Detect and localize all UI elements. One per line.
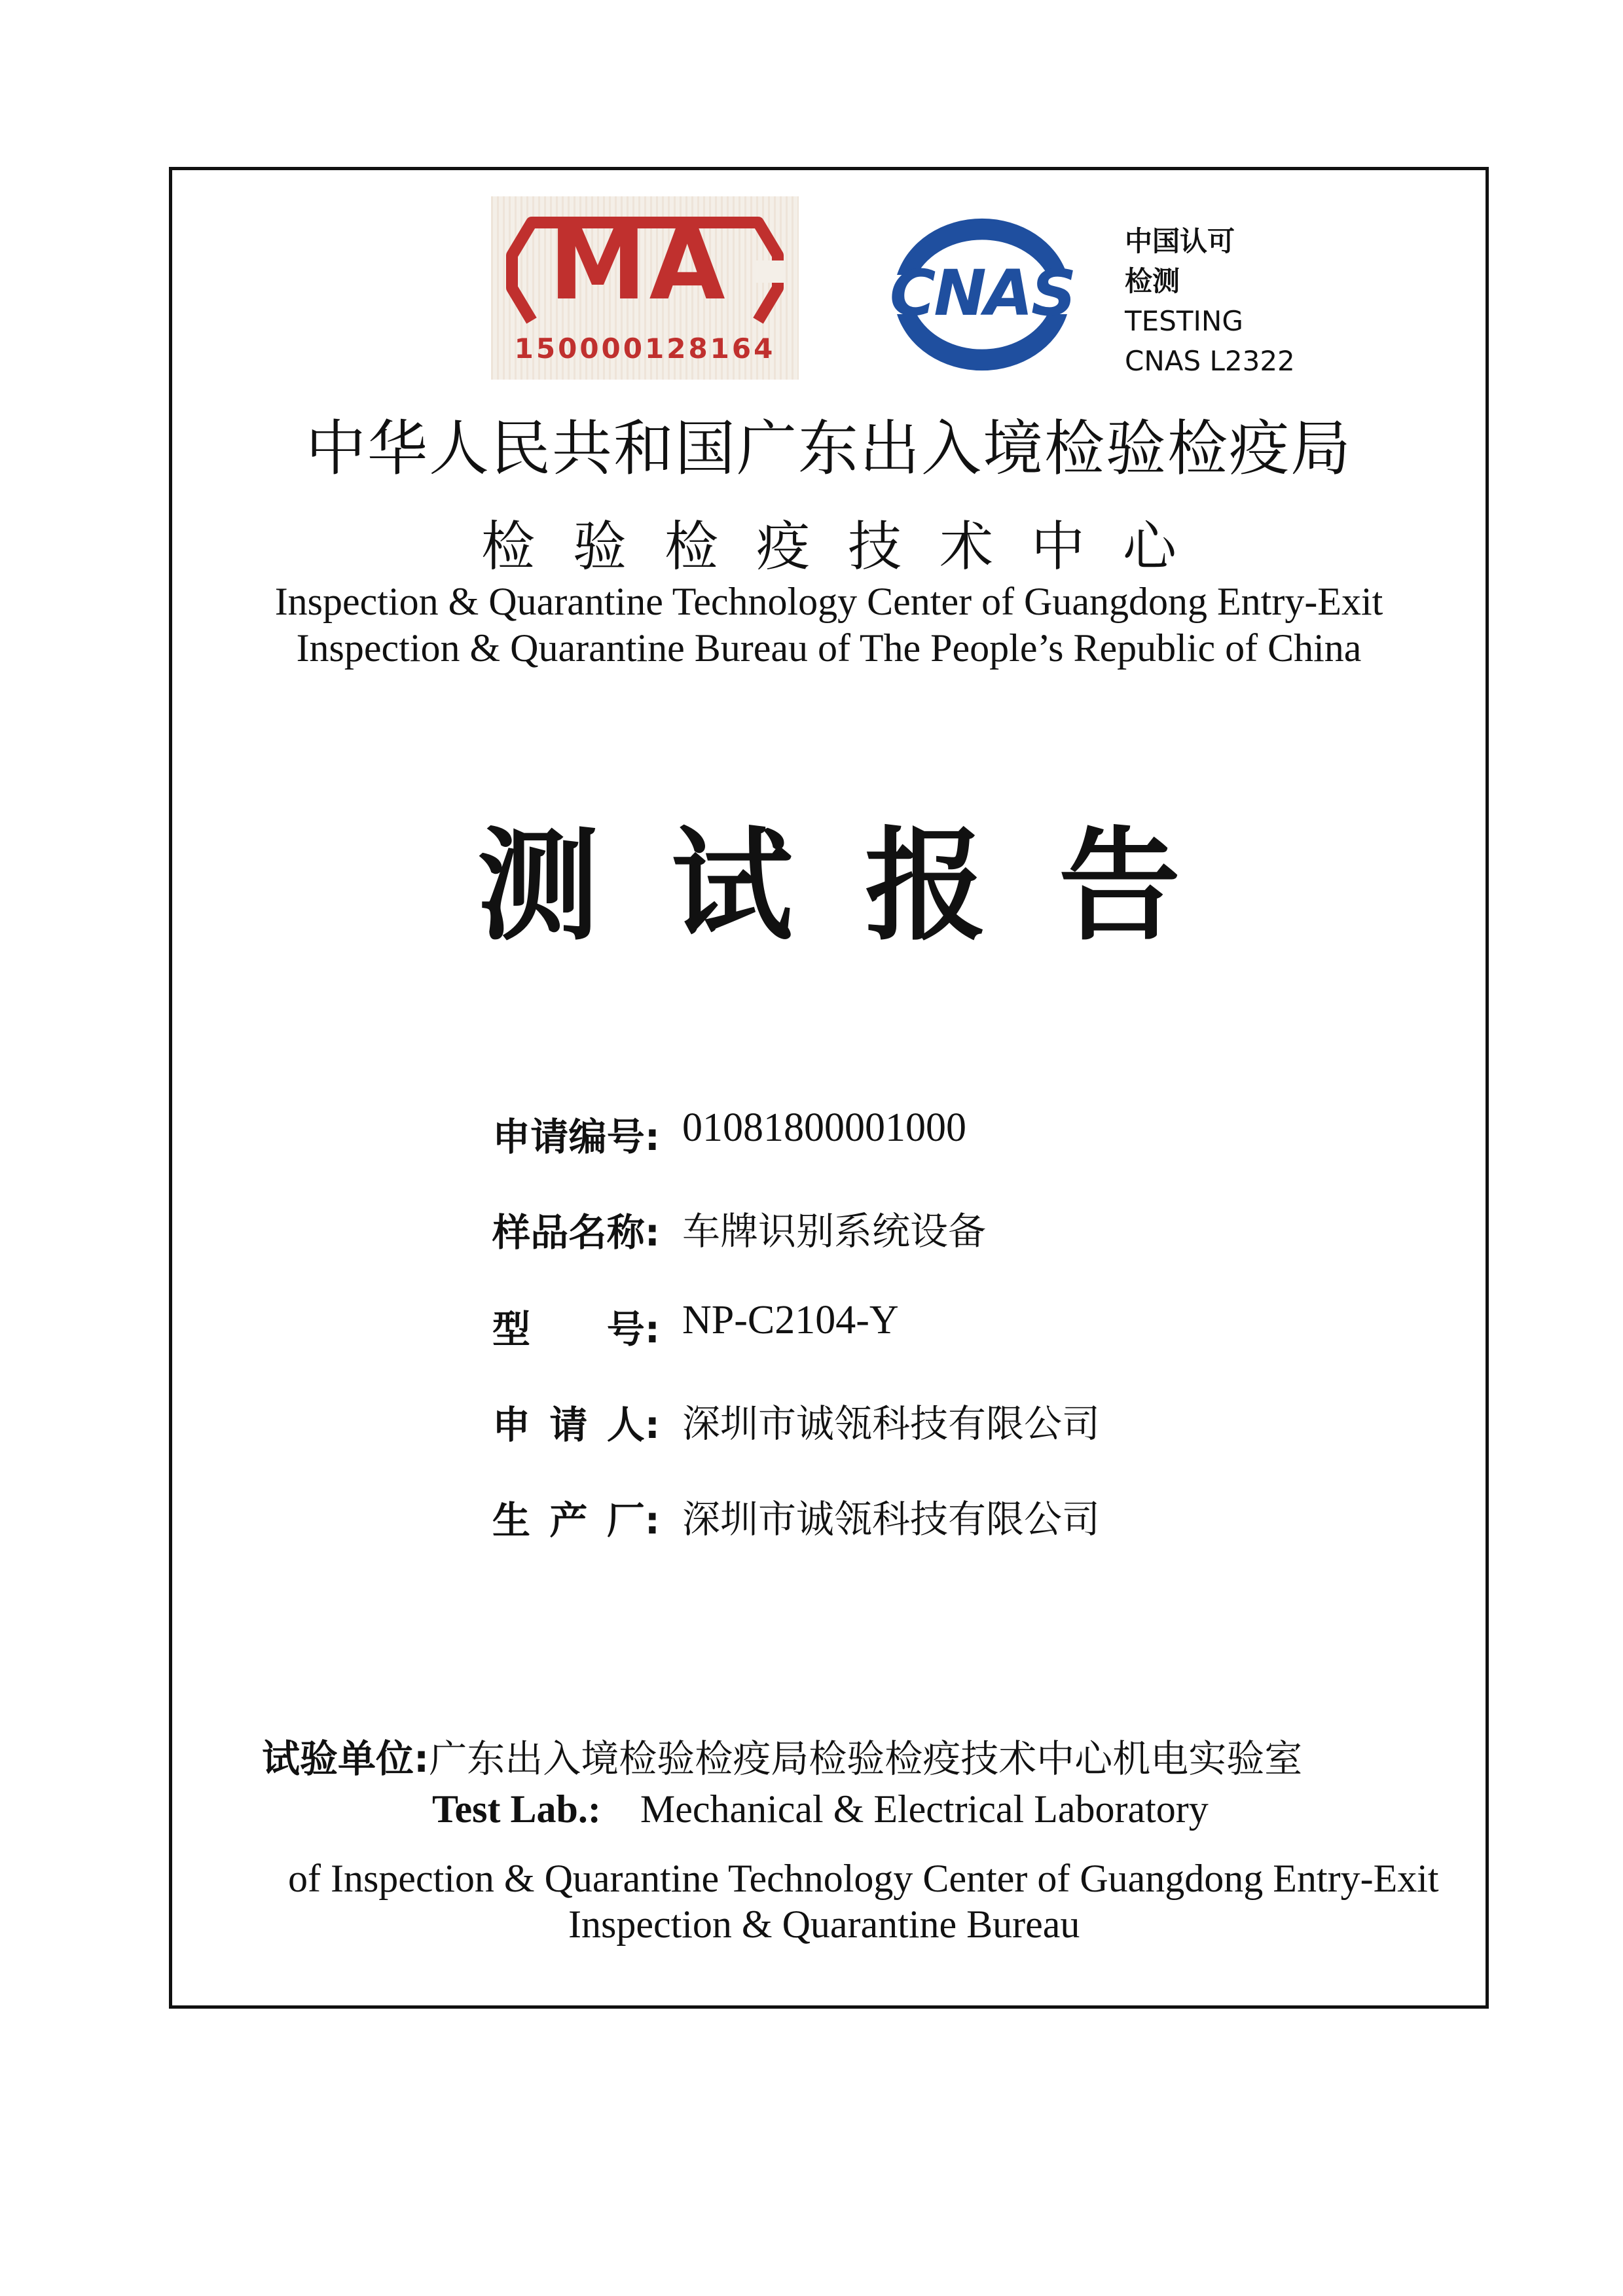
manufacturer-label-char: 产: [549, 1498, 588, 1543]
test-lab-value-zh: 广东出入境检验检疫局检验检疫技术中心机电实验室: [429, 1736, 1303, 1781]
applicant-label: [492, 1394, 660, 1449]
test-lab-zh: [262, 1728, 1302, 1783]
application-number-label-char: 号:: [606, 1115, 660, 1159]
test-lab-label-zh: 试验单位:: [262, 1736, 429, 1781]
manufacturer-label-char: 生: [492, 1498, 531, 1543]
applicant-label-char: 人:: [606, 1403, 660, 1447]
applicant-label-char: 请: [549, 1403, 588, 1447]
organization-name-en-line2: Inspection & Quarantine Bureau of The People’s Republic of China: [296, 626, 1362, 670]
application-number-label-char: 编: [568, 1115, 607, 1159]
center-name-zh: 检验检疫技术中心: [481, 516, 1214, 578]
sample-name-label: [492, 1202, 660, 1257]
model-number-value: NP-C2104-Y: [682, 1298, 899, 1342]
report-title: 测试报告: [477, 815, 1252, 957]
sample-name-label-char: 品: [530, 1210, 569, 1255]
cnas-caption-2: 检测: [1125, 265, 1180, 297]
test-lab-value-en-line1: Mechanical & Electrical Laboratory: [640, 1787, 1209, 1831]
test-lab-en-line2: of Inspection & Quarantine Technology Center of Guangdong Entry-Exit: [288, 1857, 1439, 1900]
applicant-value: 深圳市诚瓴科技有限公司: [682, 1401, 1101, 1446]
sample-name-label-char: 名: [568, 1210, 607, 1255]
cma-letters: MA: [549, 208, 728, 322]
cnas-wordmark: CNAS: [889, 257, 1075, 330]
application-number-label: [492, 1106, 660, 1161]
application-number-value: 01081800001000: [682, 1105, 966, 1150]
cnas-caption-3: TESTING: [1125, 305, 1243, 337]
manufacturer-label: [492, 1490, 660, 1545]
cnas-caption-4: CNAS L2322: [1125, 345, 1295, 377]
application-number-label-char: 申: [492, 1115, 531, 1159]
sample-name-label-char: 称:: [606, 1210, 660, 1255]
cma-logo: [491, 196, 799, 380]
model-number-label-char: 号:: [606, 1307, 660, 1352]
manufacturer-label-char: 厂:: [606, 1498, 660, 1543]
cma-number: 150000128164: [514, 332, 776, 365]
test-lab-en-line1: [432, 1787, 1209, 1832]
model-number-label-char: 型: [492, 1307, 531, 1352]
test-lab-en-line3: Inspection & Quarantine Bureau: [568, 1903, 1080, 1946]
organization-name-zh: 中华人民共和国广东出入境检验检疫局: [305, 414, 1352, 484]
cnas-logo: [871, 209, 1093, 380]
sample-name-value: 车牌识别系统设备: [682, 1209, 987, 1253]
applicant-label-char: 申: [492, 1403, 531, 1447]
test-lab-label-en: Test Lab.:: [432, 1787, 601, 1831]
manufacturer-value: 深圳市诚瓴科技有限公司: [682, 1497, 1101, 1541]
sample-name-label-char: 样: [492, 1210, 531, 1255]
model-number-label: [492, 1299, 660, 1354]
application-number-label-char: 请: [530, 1115, 569, 1159]
organization-name-en-line1: Inspection & Quarantine Technology Center of Guangdong Entry-Exit: [274, 580, 1383, 623]
cnas-captions: [1125, 221, 1295, 381]
cnas-caption-1: 中国认可: [1125, 225, 1235, 257]
